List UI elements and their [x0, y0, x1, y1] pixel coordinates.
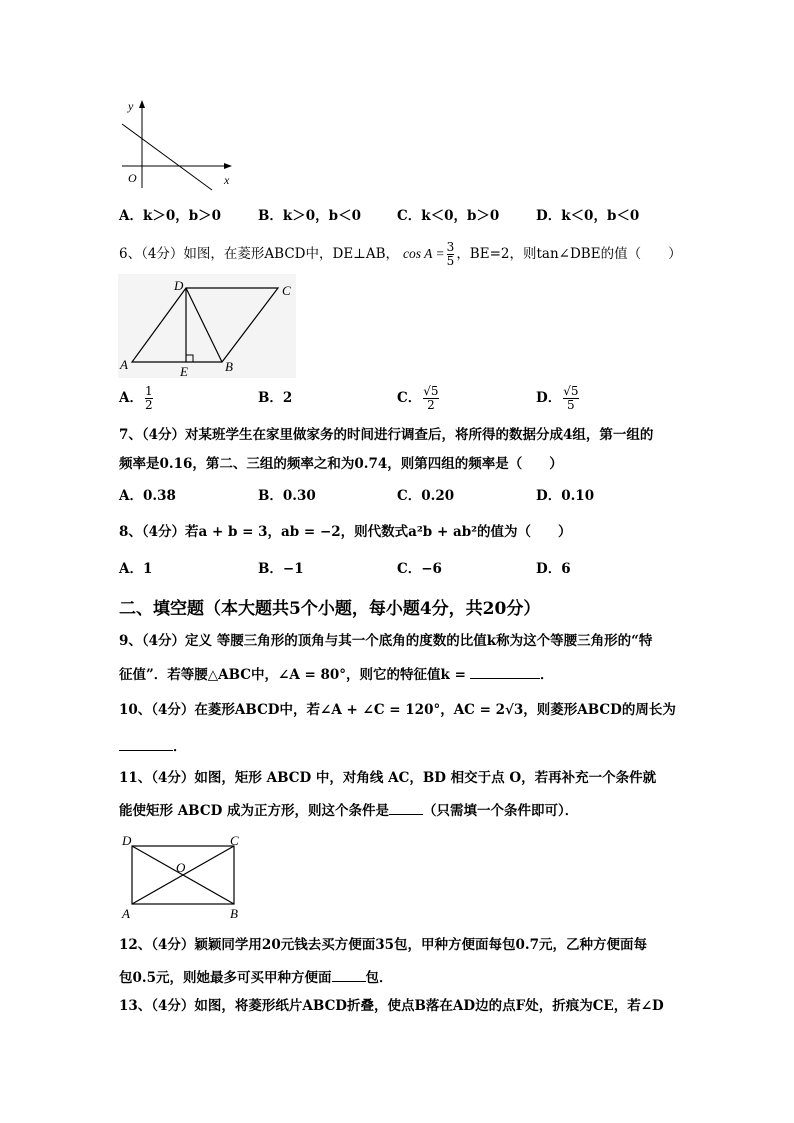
q6-cos-fraction	[447, 241, 455, 268]
q6-cos-denominator: 5	[446, 253, 455, 268]
rect-b-label: B	[230, 906, 238, 921]
q7-option-a: A．0.38	[119, 488, 176, 504]
q10-answer-blank[interactable]	[119, 736, 173, 751]
q10-line-2: ．	[119, 736, 187, 757]
rhombus-figure	[118, 274, 296, 378]
q7-option-b: B．0.30	[258, 488, 316, 504]
q8-option-a: A．1	[119, 561, 153, 577]
q6-option-b: B．2	[258, 390, 293, 406]
q6-cos-numerator: 3	[446, 239, 455, 254]
center-o-label: O	[176, 860, 186, 875]
q5-option-a: A．k＞0，b＞0	[119, 208, 222, 224]
vertex-a-label: A	[120, 357, 128, 372]
y-axis-label: y	[128, 99, 134, 113]
q7-option-c: C．0.20	[397, 488, 455, 504]
q6-option-d: D． $\frac{√5}{5}$	[536, 383, 579, 412]
rectangle-figure	[118, 832, 248, 922]
q12-line-1: 12、（4分）颖颖同学用20元钱去买方便面35包，甲种方便面每包0.7元，乙种方便面每	[119, 937, 647, 953]
section-heading: 二、填空题（本大题共5个小题，每小题4分，共20分）	[119, 599, 541, 619]
q9-line-2: 征值”．若等腰△ABC中，∠A = 80°，则它的特征值k = ．	[119, 664, 553, 685]
vertex-c-label: C	[282, 283, 291, 298]
point-e-label: E	[180, 364, 188, 378]
q8-stem: 8、（4分）若a + b = 3，ab = −2，则代数式a²b + ab²的值为（ ）	[119, 524, 572, 540]
rect-a-label: A	[122, 906, 130, 921]
q6-option-a: A． $\frac{1}{2}$	[119, 383, 153, 412]
q6-stem	[119, 236, 682, 272]
q10-line-1: 10、（4分）在菱形ABCD中，若∠A + ∠C = 120°，AC = 2√3，则菱形ABCD的周长为	[119, 702, 676, 718]
q8-option-d: D．6	[536, 561, 571, 577]
q11-line-1: 11、（4分）如图，矩形 ABCD 中，对角线 AC，BD 相交于点 O，若再补充一个条件就	[119, 770, 657, 786]
q9-answer-blank[interactable]	[470, 664, 540, 679]
vertex-d-label: D	[174, 278, 184, 293]
q9-line-1: 9、（4分）定义 等腰三角形的顶角与其一个底角的度数的比值k称为这个等腰三角形的“特	[119, 633, 653, 649]
q7-option-d: D．0.10	[536, 488, 595, 504]
q12-answer-blank[interactable]	[332, 967, 366, 982]
q5-option-c: C．k＜0，b＞0	[397, 208, 500, 224]
q5-option-b: B．k＞0，b＜0	[258, 208, 361, 224]
rect-c-label: C	[230, 833, 239, 848]
x-axis-label: x	[224, 173, 230, 187]
q7-line-1: 7、（4分）对某班学生在家里做家务的时间进行调查后，将所得的数据分成4组，第一组的	[119, 427, 654, 443]
q12-line-2: 包0.5元，则她最多可买甲种方便面 包．	[119, 967, 393, 988]
origin-label: O	[128, 171, 137, 185]
q8-option-c: C．−6	[397, 561, 442, 577]
vertex-b-label: B	[225, 359, 233, 374]
q5-option-d: D．k＜0，b＜0	[536, 208, 640, 224]
q11-answer-blank[interactable]	[389, 800, 423, 815]
q8-option-b: B．−1	[258, 561, 304, 577]
rect-d-label: D	[122, 833, 132, 848]
q13-line-1: 13、（4分）如图，将菱形纸片ABCD折叠，使点B落在AD边的点F处，折痕为CE，若∠D	[119, 998, 664, 1014]
q6-prefix: 6、（4分）如图，在菱形ABCD中，DE⊥AB，	[119, 246, 400, 262]
q7-line-2: 频率是0.16，第二、三组的频率之和为0.74，则第四组的频率是（ ）	[119, 456, 563, 472]
q6-option-c: C． $\frac{√5}{2}$	[397, 383, 439, 412]
q6-cos-label: cos A =	[403, 246, 445, 261]
q11-line-2: 能使矩形 ABCD 成为正方形，则这个条件是 （只需填一个条件即可）．	[119, 800, 578, 821]
q6-suffix: ，BE=2，则tan∠DBE的值（ ）	[456, 246, 682, 262]
linear-graph-figure	[112, 96, 242, 192]
